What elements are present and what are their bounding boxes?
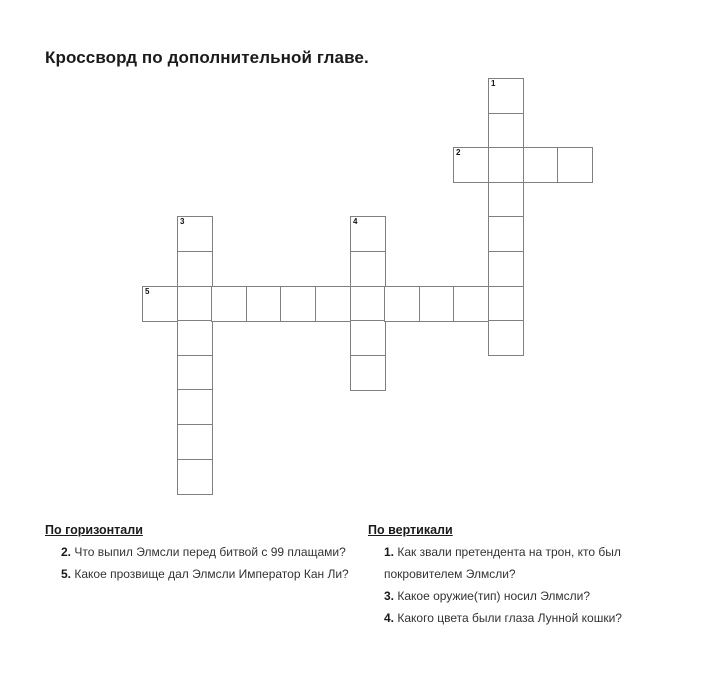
crossword-cell[interactable] <box>177 355 213 391</box>
cell-number: 3 <box>180 217 185 226</box>
cell-number: 4 <box>353 217 358 226</box>
clue-number: 4. <box>384 611 395 625</box>
crossword-cell[interactable] <box>177 251 213 287</box>
crossword-cell[interactable] <box>488 216 524 252</box>
clue-text: Какого цвета были глаза Лунной кошки? <box>397 611 622 625</box>
across-clues <box>45 520 350 585</box>
crossword-cell[interactable] <box>315 286 351 322</box>
cell-number: 2 <box>456 148 461 157</box>
crossword-cell[interactable] <box>557 147 593 183</box>
down-clue-1 <box>368 541 668 585</box>
crossword-cell[interactable] <box>453 147 489 183</box>
crossword-cell[interactable] <box>211 286 247 322</box>
across-clue-5 <box>45 563 350 585</box>
crossword-cell[interactable] <box>350 251 386 287</box>
crossword-cell[interactable] <box>488 78 524 114</box>
crossword-cell[interactable] <box>453 286 489 322</box>
clue-number: 5. <box>61 567 72 581</box>
crossword-cell[interactable] <box>177 424 213 460</box>
crossword-cell[interactable] <box>419 286 455 322</box>
cell-number: 5 <box>145 287 150 296</box>
down-clues <box>368 520 668 629</box>
crossword-cell[interactable] <box>350 320 386 356</box>
down-clue-3 <box>368 585 668 607</box>
page-title: Кроссворд по дополнительной главе. <box>45 48 369 67</box>
crossword-cell[interactable] <box>177 459 213 495</box>
crossword-cell[interactable] <box>246 286 282 322</box>
clue-text: Как звали претендента на трон, кто был покровителем Элмсли? <box>384 545 621 581</box>
down-heading: По вертикали <box>368 523 453 537</box>
crossword-cell[interactable] <box>488 182 524 218</box>
clue-text: Что выпил Элмсли перед битвой с 99 плащами? <box>74 545 346 559</box>
crossword-cell[interactable] <box>177 286 213 322</box>
crossword-cell[interactable] <box>177 320 213 356</box>
crossword-cell[interactable] <box>177 216 213 252</box>
crossword-cell[interactable] <box>488 320 524 356</box>
crossword-cell[interactable] <box>142 286 178 322</box>
across-clue-2 <box>45 541 350 563</box>
crossword-cell[interactable] <box>488 251 524 287</box>
crossword-cell[interactable] <box>488 113 524 149</box>
crossword-cell[interactable] <box>350 355 386 391</box>
crossword-cell[interactable] <box>488 286 524 322</box>
clue-number: 3. <box>384 589 395 603</box>
crossword-cell[interactable] <box>280 286 316 322</box>
crossword-cell[interactable] <box>177 389 213 425</box>
clue-text: Какое прозвище дал Элмсли Император Кан Ли? <box>74 567 349 581</box>
clue-number: 1. <box>384 545 395 559</box>
crossword-cell[interactable] <box>350 286 386 322</box>
crossword-cell[interactable] <box>350 216 386 252</box>
clue-number: 2. <box>61 545 72 559</box>
down-clue-4 <box>368 607 668 629</box>
clue-text: Какое оружие(тип) носил Элмсли? <box>397 589 591 603</box>
cell-number: 1 <box>491 79 496 88</box>
crossword-cell[interactable] <box>384 286 420 322</box>
crossword-cell[interactable] <box>488 147 524 183</box>
crossword-cell[interactable] <box>523 147 559 183</box>
across-heading: По горизонтали <box>45 523 143 537</box>
